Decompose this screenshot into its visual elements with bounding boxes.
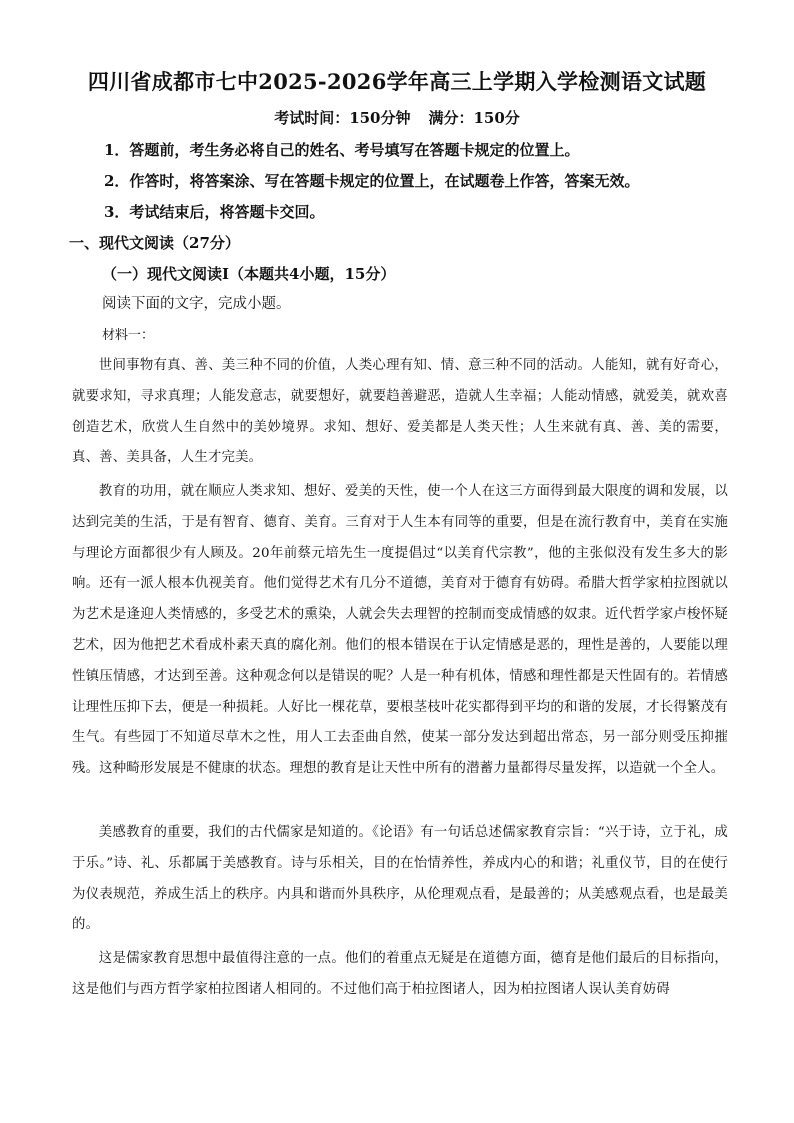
paragraph-3: 美感教育的重要，我们的古代儒家是知道的。《论语》有一句话总述儒家教育宗旨：“兴于诗，立于礼，成于乐。”诗、礼、乐都属于美感教育。诗与乐相关，目的在怡情养性，养成内心的和谐；礼重仪节，目的在使行为仪表规范，养成生活上的秩序。内具和谐而外具秩序，从伦理观点看，是最善的；从美感观点看，也是最美的。	[72, 825, 728, 933]
instruction-1: 1．答题前，考生务必将自己的姓名、考号填写在答题卡规定的位置上。	[104, 141, 580, 159]
paragraph-2: 教育的功用，就在顺应人类求知、想好、爱美的天性，使一个人在这三方面得到最大限度的调和发展，以达到完美的生活，于是有智育、德育、美育。三育对于人生本有同等的重要，但是在流行教育中，美育在实施与理论方面都很少有人顾及。20年前蔡元培先生一度提倡过“以美育代宗教”，他的主张似没有发生多大的影响。还有一派人根本仇视美育。他们觉得艺术有几分不道德，美育对于德育有妨碍。希腊大哲学家柏拉图就以为艺术是逢迎人类情感的，多受艺术的熏染，人就会失去理智的控制而变成情感的奴隶。近代哲学家卢梭怀疑艺术，因为他把艺术看成朴素天真的腐化剂。他们的根本错误在于认定情感是恶的，理性是善的，人要能以理性镇压情感，才达到至善。这种观念何以是错误的呢？人是一种有机体，情感和理性都是天性固有的。若情感让理性压抑下去，便是一种损耗。人好比一棵花草，要根茎枝叶花实都得到平均的和谐的发展，才长得繁茂有生气。有些园丁不知道尽草木之性，用人工去歪曲自然，使某一部分发达到超出常态，另一部分则受压抑摧残。这种畸形发展是不健康的状态。理想的教育是让天性中所有的潜蓄力量都得尽量发挥，以造就一个全人。	[72, 484, 728, 777]
exam-time: 考试时间：150分钟	[274, 109, 411, 127]
material-label: 材料一：	[102, 328, 155, 343]
instruction-3: 3．考试结束后，将答题卡交回。	[104, 203, 325, 221]
subsection-heading: （一）现代文阅读Ⅰ（本题共4小题，15分）	[102, 265, 396, 283]
reading-prompt: 阅读下面的文字，完成小题。	[102, 296, 291, 312]
section-heading: 一、现代文阅读（27分）	[69, 234, 240, 252]
instruction-2: 2．作答时，将答案涂、写在答题卡规定的位置上，在试题卷上作答，答案无效。	[104, 172, 640, 190]
exam-meta	[0, 108, 794, 128]
full-score: 满分：150分	[428, 109, 520, 127]
paragraph-4: 这是儒家教育思想中最值得注意的一点。他们的着重点无疑是在道德方面，德育是他们最后的目标指向，这是他们与西方哲学家柏拉图诸人相同的。不过他们高于柏拉图诸人，因为柏拉图诸人误认美育妨碍	[72, 951, 728, 997]
exam-title: 四川省成都市七中2025-2026学年高三上学期入学检测语文试题	[87, 69, 707, 94]
paragraph-1: 世间事物有真、善、美三种不同的价值，人类心理有知、情、意三种不同的活动。人能知，就有好奇心，就要求知，寻求真理；人能发意志，就要想好，就要趋善避恶，造就人生幸福；人能动情感，就爱美，就欢喜创造艺术，欣赏人生自然中的美妙境界。求知、想好、爱美都是人类天性；人生来就有真、善、美的需要，真、善、美具备，人生才完美。	[72, 358, 728, 466]
